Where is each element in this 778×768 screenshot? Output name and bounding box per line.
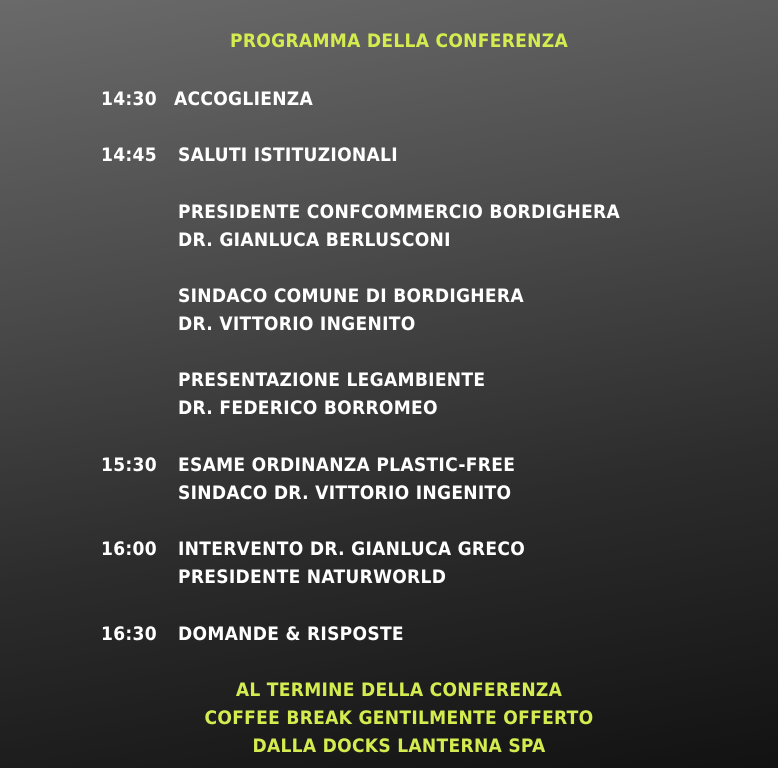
closing-note	[0, 676, 778, 760]
schedule-time: 15:30	[101, 454, 157, 476]
schedule-line: ACCOGLIENZA	[174, 88, 314, 110]
schedule-time: 16:00	[101, 538, 157, 560]
speaker-role: PRESENTAZIONE LEGAMBIENTE	[178, 369, 486, 391]
schedule-description	[178, 141, 398, 169]
speaker-role: SINDACO COMUNE DI BORDIGHERA	[178, 285, 524, 307]
schedule-description	[174, 85, 313, 113]
schedule-line: ESAME ORDINANZA PLASTIC-FREE	[178, 454, 516, 476]
schedule-line: SALUTI ISTITUZIONALI	[178, 144, 398, 166]
conference-title: PROGRAMMA DELLA CONFERENZA	[230, 30, 568, 52]
schedule-description	[178, 366, 485, 422]
schedule-description	[178, 620, 404, 648]
schedule-description	[178, 282, 524, 338]
speaker-name: DR. VITTORIO INGENITO	[178, 313, 416, 335]
schedule-time: 14:30	[101, 88, 157, 110]
speaker-name: DR. GIANLUCA BERLUSCONI	[178, 229, 451, 251]
schedule-description	[178, 451, 515, 507]
schedule-line: SINDACO DR. VITTORIO INGENITO	[178, 482, 512, 504]
schedule-line: DOMANDE & RISPOSTE	[178, 623, 404, 645]
schedule-line: PRESIDENTE NATURWORLD	[178, 566, 447, 588]
closing-note-line: COFFEE BREAK GENTILMENTE OFFERTO	[204, 707, 594, 729]
speaker-role: PRESIDENTE CONFCOMMERCIO BORDIGHERA	[178, 201, 621, 223]
schedule-description	[178, 535, 525, 591]
closing-note-line: AL TERMINE DELLA CONFERENZA	[235, 679, 563, 701]
speaker-name: DR. FEDERICO BORROMEO	[178, 397, 438, 419]
schedule-description	[178, 198, 620, 254]
closing-note-line: DALLA DOCKS LANTERNA SPA	[252, 735, 546, 757]
schedule-time: 16:30	[101, 623, 157, 645]
schedule-time: 14:45	[101, 144, 157, 166]
schedule-line: INTERVENTO DR. GIANLUCA GRECO	[178, 538, 526, 560]
